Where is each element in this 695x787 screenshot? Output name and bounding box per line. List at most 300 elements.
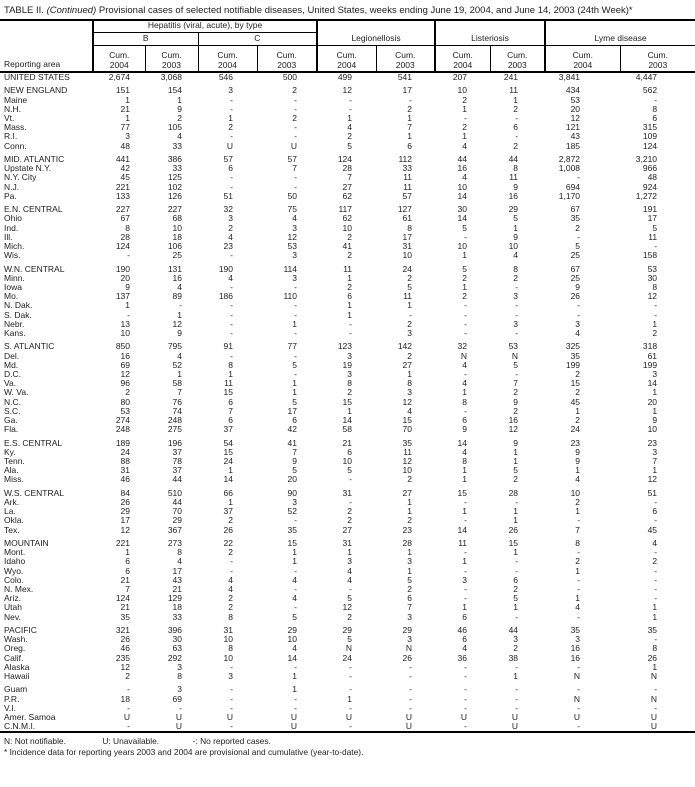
value-cell: 29 [402, 625, 413, 636]
value-cell: 11 [403, 446, 413, 457]
value-cell: 158 [642, 250, 658, 261]
value-cell: 17 [120, 515, 130, 526]
value-cell: 21 [342, 437, 353, 448]
value-cell: 186 [218, 291, 233, 302]
value-cell: 11 [403, 181, 413, 192]
table-row [0, 713, 695, 722]
value-cell: 66 [223, 487, 233, 498]
value-cell: 2 [462, 94, 468, 105]
value-cell: 4 [228, 231, 233, 242]
value-cell: 7 [347, 172, 353, 183]
value-cell: 9 [513, 231, 519, 242]
reporting-area-cell: Ill. [4, 231, 13, 242]
col-header-hepc-cum-2004: Cum. 2004 [198, 45, 257, 72]
table-title-continued: (Continued) [46, 5, 97, 16]
value-cell: 124 [115, 241, 130, 252]
value-cell: - [349, 103, 353, 114]
value-cell: - [464, 405, 468, 416]
value-cell: 8 [177, 671, 182, 682]
reporting-area-cell: Upstate N.Y. [4, 163, 52, 174]
value-cell: 53 [508, 341, 519, 352]
value-cell: 1 [125, 113, 130, 123]
col-group-lyme-disease: Lyme disease [545, 20, 695, 45]
value-cell: 42 [287, 424, 298, 435]
value-cell: - [230, 661, 233, 672]
value-cell: 2 [407, 272, 413, 283]
table-row [0, 311, 695, 320]
col-group-hepatitis-b: B [93, 32, 198, 45]
value-cell: 3 [407, 556, 413, 567]
value-cell: 2 [228, 515, 233, 526]
value-cell: 30 [647, 272, 658, 283]
value-cell: - [294, 172, 298, 183]
value-cell: 31 [342, 538, 353, 549]
value-cell: 1 [228, 369, 233, 380]
value-cell: 275 [167, 424, 182, 435]
value-cell: U [511, 712, 519, 723]
value-cell: 248 [115, 424, 130, 435]
value-cell: 541 [397, 72, 413, 82]
value-cell: 28 [120, 231, 130, 242]
value-cell: 1 [125, 94, 130, 105]
value-cell: 129 [167, 593, 182, 604]
value-cell: 16 [570, 643, 581, 654]
reporting-area-cell: Alaska [4, 661, 30, 672]
value-cell: 2,674 [108, 72, 130, 82]
value-cell: 1 [652, 611, 658, 622]
value-cell: 20 [647, 396, 658, 407]
value-cell: - [294, 350, 298, 361]
reporting-area-cell: Md. [4, 359, 19, 370]
value-cell: 51 [223, 190, 233, 201]
value-cell: 5 [407, 282, 413, 293]
value-cell: 2 [513, 387, 519, 398]
value-cell: 499 [337, 72, 353, 82]
col-header-hepb-cum-2003: Cum. 2003 [145, 45, 198, 72]
value-cell: - [198, 722, 257, 732]
value-cell: 8 [462, 396, 468, 407]
value-cell: 2 [513, 103, 519, 114]
value-cell: 5 [513, 213, 519, 224]
value-cell: 16 [120, 350, 130, 361]
value-cell: - [294, 565, 298, 576]
reporting-area-cell: MID. ATLANTIC [4, 154, 65, 164]
value-cell: - [294, 94, 298, 105]
value-cell: - [349, 671, 353, 682]
value-cell: 10 [457, 241, 468, 252]
value-cell: 4 [292, 593, 298, 604]
value-cell: 2 [513, 474, 519, 485]
value-cell: 14 [457, 437, 468, 448]
reporting-area-cell: E.S. CENTRAL [4, 437, 63, 448]
value-cell: 15 [402, 415, 413, 426]
value-cell: N [405, 643, 413, 654]
value-cell: 315 [642, 122, 658, 133]
value-cell: 17 [402, 231, 413, 242]
value-cell: - [230, 300, 233, 311]
value-cell: 1 [652, 405, 658, 416]
reporting-area-cell: Mich. [4, 241, 25, 252]
value-cell: 1 [407, 300, 413, 311]
value-cell: 5 [347, 634, 353, 645]
value-cell: 10 [342, 222, 353, 233]
reporting-area-cell: Calif. [4, 652, 24, 663]
value-cell: 67 [570, 263, 581, 274]
reporting-area-cell: Guam [4, 684, 28, 695]
value-cell: 31 [402, 241, 413, 252]
value-cell: 45 [647, 524, 658, 535]
value-cell: 10 [223, 634, 233, 645]
table-row [0, 722, 695, 732]
value-cell: 61 [647, 350, 658, 361]
value-cell: - [464, 113, 468, 123]
value-cell: 8 [652, 103, 658, 114]
value-cell: 199 [642, 359, 658, 370]
value-cell: 117 [338, 204, 353, 215]
value-cell: 5 [347, 593, 353, 604]
value-cell: 227 [115, 204, 130, 215]
value-cell: 20 [570, 103, 581, 114]
value-cell: 1 [347, 272, 353, 283]
value-cell: 14 [223, 474, 233, 485]
value-cell: 4 [177, 350, 182, 361]
value-cell: 43 [172, 574, 182, 585]
value-cell: U [620, 722, 695, 732]
value-cell: - [230, 282, 233, 293]
reporting-area-cell: Colo. [4, 574, 24, 585]
value-cell: 1 [513, 602, 519, 613]
value-cell: 8 [652, 282, 658, 293]
value-cell: 3 [575, 318, 581, 329]
value-cell: 6 [347, 446, 353, 457]
reporting-area-cell: Mass. [4, 122, 27, 133]
value-cell: 25 [570, 272, 581, 283]
value-cell: 6 [292, 415, 298, 426]
value-cell: 207 [452, 72, 468, 82]
value-cell: 4 [347, 574, 353, 585]
value-cell: 25 [570, 250, 581, 261]
value-cell: 1 [228, 465, 233, 476]
value-cell: 8 [125, 222, 130, 233]
value-cell: - [577, 702, 581, 713]
value-cell: 3 [652, 446, 658, 457]
value-cell: 19 [342, 359, 353, 370]
value-cell: 15 [342, 396, 353, 407]
value-cell: - [654, 309, 658, 320]
table-row [0, 425, 695, 434]
table-row [0, 329, 695, 338]
value-cell: 1 [347, 300, 353, 311]
value-cell: - [515, 684, 519, 695]
value-cell: 14 [457, 213, 468, 224]
value-cell: 15 [457, 487, 468, 498]
value-cell: 1 [407, 547, 413, 558]
value-cell: 3 [407, 328, 413, 339]
value-cell: 5 [652, 222, 658, 233]
footnotes [0, 733, 695, 757]
value-cell: 7 [292, 446, 298, 457]
value-cell: 127 [397, 204, 413, 215]
value-cell: 2 [347, 131, 353, 142]
value-cell: 12 [120, 369, 130, 380]
value-cell: 1 [407, 506, 413, 517]
value-cell: 3 [292, 497, 298, 508]
value-cell: 37 [223, 506, 233, 517]
value-cell: 3 [407, 611, 413, 622]
value-cell: 1 [652, 387, 658, 398]
value-cell: 11 [403, 291, 413, 302]
value-cell: 74 [172, 405, 182, 416]
value-cell: 2 [228, 602, 233, 613]
value-cell: 26 [508, 524, 519, 535]
value-cell: 3 [125, 131, 130, 142]
table-row [0, 489, 695, 498]
value-cell: 1 [347, 405, 353, 416]
value-cell: 8 [513, 263, 519, 274]
reporting-area-cell: Miss. [4, 474, 24, 485]
value-cell: 46 [120, 474, 130, 485]
value-cell: 46 [120, 643, 130, 654]
value-cell: - [464, 369, 468, 380]
value-cell: 21 [120, 574, 130, 585]
value-cell: - [294, 584, 298, 595]
value-cell: 35 [287, 524, 298, 535]
value-cell: 35 [570, 350, 581, 361]
value-cell: 221 [115, 538, 130, 549]
value-cell: U [650, 712, 658, 723]
value-cell: - [317, 722, 376, 732]
value-cell: 1 [407, 113, 413, 123]
value-cell: 18 [120, 693, 130, 704]
value-cell: 562 [642, 85, 658, 96]
value-cell: 2 [347, 506, 353, 517]
value-cell: 2 [228, 593, 233, 604]
value-cell: N [460, 350, 468, 361]
reporting-area-cell: Tex. [4, 524, 20, 535]
value-cell: 11 [343, 263, 353, 274]
value-cell: 4 [462, 359, 468, 370]
value-cell: 3 [292, 222, 298, 233]
value-cell: 16 [172, 272, 182, 283]
value-cell: 3,841 [558, 72, 581, 82]
reporting-area-cell: W.S. CENTRAL [4, 487, 64, 498]
value-cell: 44 [172, 497, 182, 508]
value-cell: 5 [462, 222, 468, 233]
value-cell: 9 [513, 396, 519, 407]
value-cell: 2 [575, 222, 581, 233]
footnote-symbols [4, 736, 691, 747]
footnote-asterisk: * Incidence data for reporting years 2003 and 2004 are provisional and cumulative (year-to-date). [4, 746, 364, 757]
value-cell: - [515, 497, 519, 508]
value-cell: 15 [223, 446, 233, 457]
value-cell: 24 [570, 424, 581, 435]
value-cell: - [230, 556, 233, 567]
value-cell: 6 [228, 163, 233, 174]
value-cell: 3,210 [635, 154, 658, 164]
value-cell: 2 [228, 547, 233, 558]
value-cell: 109 [642, 131, 658, 142]
value-cell: 2 [513, 405, 519, 416]
value-cell: 3 [228, 671, 233, 682]
value-cell: 221 [115, 181, 130, 192]
reporting-area-cell: Wash. [4, 634, 28, 645]
value-cell: 1 [462, 387, 468, 398]
value-cell: 70 [172, 506, 182, 517]
value-cell: 1 [513, 446, 519, 457]
value-cell: - [464, 318, 468, 329]
reporting-area-cell: Okla. [4, 515, 24, 526]
reporting-area-cell: Fla. [4, 424, 19, 435]
value-cell: 23 [647, 437, 658, 448]
value-cell: 190 [218, 263, 233, 274]
value-cell: - [515, 611, 519, 622]
value-cell: 10 [172, 222, 182, 233]
value-cell: 2 [347, 250, 353, 261]
value-cell: 1 [652, 602, 658, 613]
value-cell: 17 [647, 213, 658, 224]
value-cell: 274 [115, 415, 130, 426]
value-cell: 137 [115, 291, 130, 302]
value-cell: 2 [228, 122, 233, 133]
reporting-area-cell: N.C. [4, 396, 21, 407]
value-cell: - [294, 122, 298, 133]
value-cell: 110 [283, 291, 298, 302]
value-cell: - [654, 574, 658, 585]
value-cell: 1 [513, 506, 519, 517]
value-cell: 3 [407, 634, 413, 645]
value-cell: 694 [565, 181, 581, 192]
value-cell: 27 [402, 359, 413, 370]
table-title-text: Provisional cases of selected notifiable diseases, United States, weeks ending June 19, 2004, and June 14, 2003 (24th Week)* [98, 5, 633, 16]
value-cell: U [490, 722, 545, 732]
value-cell: 57 [223, 154, 233, 164]
table-row [0, 142, 695, 151]
value-cell: 45 [570, 396, 581, 407]
value-cell: 31 [223, 625, 233, 636]
value-cell: 3 [513, 318, 519, 329]
value-cell: 2 [513, 643, 519, 654]
value-cell: 7 [125, 584, 130, 595]
value-cell: - [349, 702, 353, 713]
value-cell: 2 [292, 85, 298, 96]
value-cell: 12 [647, 474, 658, 485]
value-cell: 43 [570, 131, 581, 142]
value-cell: 1 [292, 671, 298, 682]
value-cell: 15 [223, 387, 233, 398]
value-cell: - [464, 309, 468, 320]
value-cell: 7 [513, 378, 519, 389]
reporting-area-cell: Amer. Samoa [4, 712, 56, 723]
value-cell: 10 [457, 181, 468, 192]
value-cell: 12 [402, 456, 413, 467]
col-header-legionellosis-cum-2004: Cum. 2004 [317, 45, 376, 72]
reporting-area-cell: Wis. [4, 250, 21, 261]
value-cell: 29 [120, 506, 130, 517]
value-cell: 199 [565, 359, 581, 370]
col-header-legionellosis-cum-2003: Cum. 2003 [376, 45, 435, 72]
reporting-area-cell: Minn. [4, 272, 25, 283]
value-cell: 31 [120, 465, 130, 476]
reporting-area-cell: Tenn. [4, 456, 25, 467]
value-cell: 63 [172, 643, 182, 654]
value-cell: 20 [120, 272, 130, 283]
value-cell: 33 [402, 163, 413, 174]
value-cell: - [654, 497, 658, 508]
value-cell: - [230, 350, 233, 361]
value-cell: 1 [407, 565, 413, 576]
value-cell: 5 [347, 140, 353, 151]
value-cell: 67 [570, 204, 581, 215]
value-cell: U [573, 712, 581, 723]
reporting-area-cell: Ga. [4, 415, 18, 426]
value-cell: 133 [115, 190, 130, 201]
value-cell: 1 [575, 506, 581, 517]
table-row [0, 251, 695, 260]
value-cell: - [230, 684, 233, 695]
value-cell: 5 [292, 611, 298, 622]
value-cell: 23 [223, 241, 233, 252]
value-cell: 3 [407, 387, 413, 398]
value-cell: 78 [172, 456, 182, 467]
value-cell: 11 [509, 85, 519, 96]
value-cell: - [294, 515, 298, 526]
value-cell: - [294, 181, 298, 192]
value-cell: 30 [172, 634, 182, 645]
value-cell: 10 [223, 652, 233, 663]
value-cell: 4 [575, 602, 581, 613]
value-cell: 48 [120, 140, 130, 151]
value-cell: 2 [292, 113, 298, 123]
value-cell: 16 [570, 652, 581, 663]
value-cell: 6 [652, 506, 658, 517]
value-cell: - [127, 309, 130, 320]
value-cell: 1 [652, 661, 658, 672]
value-cell: 2 [407, 584, 413, 595]
value-cell: 33 [172, 140, 182, 151]
table-row [0, 576, 695, 585]
value-cell: - [654, 241, 658, 252]
value-cell: - [349, 497, 353, 508]
value-cell: 1 [177, 94, 182, 105]
value-cell: 17 [172, 565, 182, 576]
value-cell: 112 [398, 154, 413, 164]
value-cell: 10 [402, 250, 413, 261]
notifiable-diseases-table [0, 19, 695, 733]
value-cell: - [349, 474, 353, 485]
table-row [0, 613, 695, 622]
value-cell: - [654, 702, 658, 713]
value-cell: 1 [462, 465, 468, 476]
col-header-hepb-cum-2004: Cum. 2004 [93, 45, 145, 72]
value-cell: 2 [347, 387, 353, 398]
value-cell: 96 [120, 378, 130, 389]
value-cell: 5 [407, 574, 413, 585]
value-cell: 2 [575, 415, 581, 426]
value-cell: 24 [120, 446, 130, 457]
value-cell: 26 [120, 634, 130, 645]
value-cell: 6 [513, 122, 519, 133]
value-cell: 9 [292, 456, 298, 467]
value-cell: N [573, 671, 581, 682]
value-cell: 1 [462, 556, 468, 567]
value-cell: - [294, 602, 298, 613]
value-cell: - [127, 684, 130, 695]
value-cell: 12 [172, 318, 182, 329]
value-cell: - [464, 547, 468, 558]
value-cell: 27 [342, 524, 353, 535]
table-row [0, 96, 695, 105]
reporting-area-cell: Iowa [4, 282, 22, 293]
